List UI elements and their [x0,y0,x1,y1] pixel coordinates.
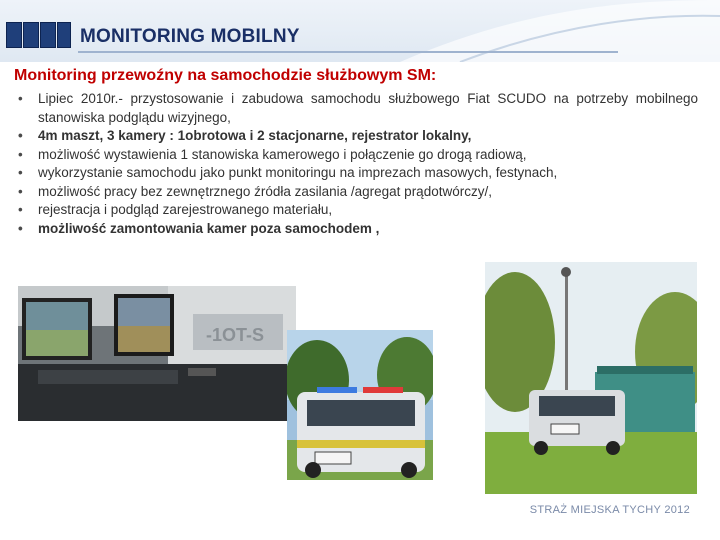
vehicle-front-photo [287,330,433,480]
title-divider [78,51,618,53]
list-item: • rejestracja i podgląd zarejestrowanego materiału, [18,201,698,220]
page-title: MONITORING MOBILNY [80,26,300,47]
list-item: • możliwość pracy bez zewnętrznego źródła zasilania /agregat prądotwórczy/, [18,183,698,202]
list-item: • możliwość wystawienia 1 stanowiska kamerowego i połączenie go drogą radiową, [18,146,698,165]
list-item: • Lipiec 2010r.- przystosowanie i zabudowa samochodu służbowego Fiat SCUDO na potrzeby mobilnego stanowiska podglądu wizyjnego, [18,90,698,127]
header-banner [0,0,720,62]
vehicle-mast-photo [485,262,697,494]
list-item: • 4m maszt, 3 kamery : 1obrotowa i 2 stacjonarne, rejestrator lokalny, [18,127,698,146]
list-item: • wykorzystanie samochodu jako punkt monitoringu na imprezach masowych, festynach, [18,164,698,183]
list-item: • możliwość zamontowania kamer poza samochodem , [18,220,698,239]
feature-list [18,90,698,238]
svg-text:-1OT-S: -1OT-S [206,325,265,345]
section-subtitle: Monitoring przewoźny na samochodzie służbowym SM: [14,67,437,84]
logo-bars-icon [6,18,72,52]
footer-credit: STRAŻ MIEJSKA TYCHY 2012 [529,504,690,516]
interior-photo [18,286,296,421]
